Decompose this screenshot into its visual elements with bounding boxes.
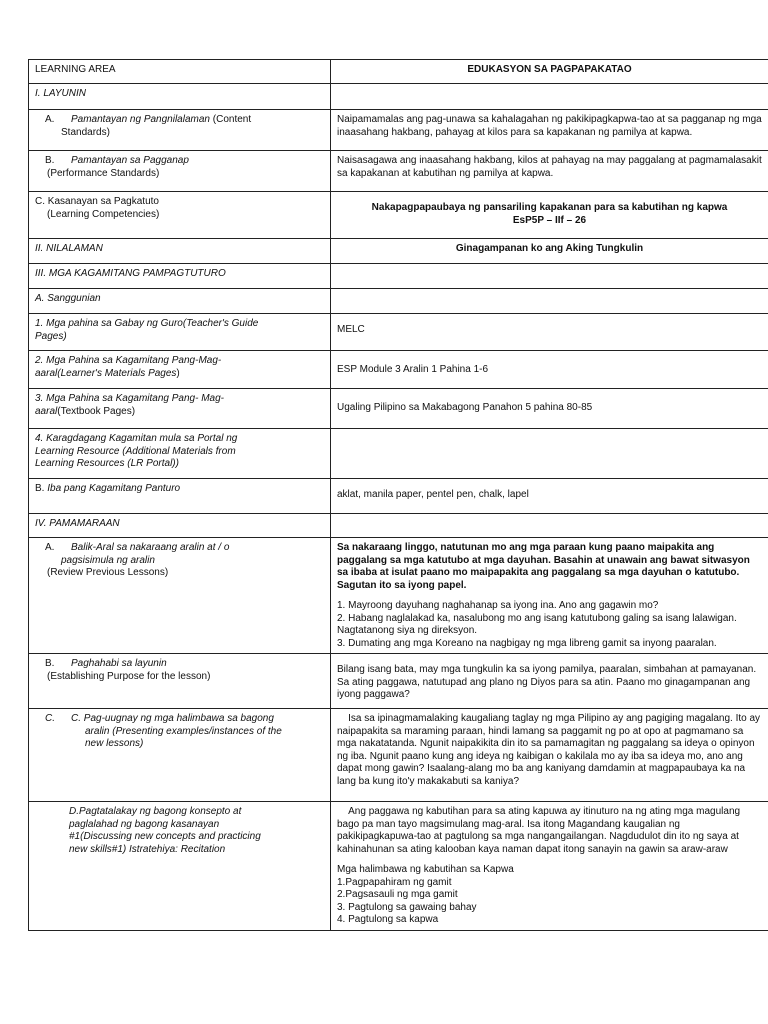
row-pagtatalakay <box>29 802 768 931</box>
pag-uugnay-letter: C. <box>45 713 55 724</box>
lesson-plan-table <box>28 59 768 931</box>
row-lr-portal <box>29 429 768 479</box>
textbook-pages-tail: (Textbook Pages) <box>57 405 136 417</box>
guro-pages-value: MELC <box>331 314 768 351</box>
pagtatalakay-item-2: 2.Pagsasauli ng mga gamit <box>337 889 458 900</box>
competencies-value-line1: Nakapagpapaubaya ng pansariling kapakanan para sa kabutihan ng kapwa <box>371 202 728 213</box>
pagtatalakay-label <box>29 802 331 931</box>
pagtatalakay-item-3: 3. Pagtulong sa gawaing bahay <box>337 901 477 913</box>
row-content-standards <box>29 110 768 151</box>
lr-portal-value <box>331 429 768 479</box>
iba-pang-label <box>29 479 331 514</box>
performance-standards-text: Naisasagawa ang inaasahang hakbang, kilos at pahayag na may paggalang at pagmamalasakit sa kapakanan at kabutihan ng pamilya at kapwa. <box>337 155 762 179</box>
nilalaman-text: II. NILALAMAN <box>35 243 103 254</box>
performance-standards-line1 <box>35 155 324 168</box>
balik-aral-letter: A. <box>45 542 55 553</box>
content-standards-text: Naipamamalas ang pag-unawa sa kahalagahan ng pakikipagkapwa-tao at sa pagganap ng mga inaasahang hakbang, pahayag at kilos para sa kapakanan ng pamilya at kapwa. <box>337 114 762 138</box>
row-paghahabi <box>29 654 768 709</box>
row-textbook-pages <box>29 389 768 429</box>
pagtatalakay-item-4: 4. Pagtulong sa kapwa <box>337 914 439 925</box>
competencies-line1: C. Kasanayan sa Pagkatuto <box>35 196 159 207</box>
balik-aral-intro: Sa nakaraang linggo, natutunan mo ang mga paraan kung paano maipakita ang paggalang sa mga katutubo at mga dayuhan. Basahin at unawain ang bawat sitwasyon sa ibaba at isulat paano mo maipapakita ang paggalang sa mga dayuhan o katutubo. Sagutan ito sa iyong papel. <box>337 542 750 591</box>
learner-pages-line1: 2. Mga Pahina sa Kagamitang Pang-Mag- <box>35 355 222 366</box>
row-guro-pages <box>29 314 768 351</box>
row-kagamitan <box>29 264 768 289</box>
balik-aral-line1 <box>35 542 324 555</box>
textbook-pages-value: Ugaling Pilipino sa Makabagong Panahon 5 pahina 80-85 <box>331 389 768 429</box>
paghahabi-line1 <box>35 658 324 671</box>
content-standards-letter: A. <box>45 114 55 125</box>
learner-pages-tail: ) <box>176 367 180 379</box>
row-learner-pages <box>29 351 768 389</box>
row-sanggunian <box>29 289 768 314</box>
nilalaman-label <box>29 239 331 264</box>
kagamitan-text: III. MGA KAGAMITANG PAMPAGTUTURO <box>35 268 226 279</box>
sanggunian-text: A. Sanggunian <box>35 293 101 304</box>
performance-standards-letter: B. <box>45 155 55 166</box>
paghahabi-line2: (Establishing Purpose for the lesson) <box>47 670 211 682</box>
balik-aral-label <box>29 538 331 654</box>
balik-aral-line1-text: Balik-Aral sa nakaraang aralin at / o <box>71 542 230 553</box>
kagamitan-value <box>331 264 768 289</box>
competencies-line2: (Learning Competencies) <box>47 208 160 220</box>
balik-aral-line3: (Review Previous Lessons) <box>47 567 169 578</box>
competencies-label <box>29 192 331 239</box>
pagtatalakay-line4: new skills#1) Istratehiya: Recitation <box>69 843 226 855</box>
balik-aral-item-2: 2. Habang naglalakad ka, nasalubong mo ang isang katutubong galing sa isang lalawigan. Nagtatanong siya ng direksyon. <box>337 612 737 636</box>
balik-aral-value <box>331 538 768 654</box>
content-standards-italic: Pamantayan ng Pangnilalaman <box>71 114 210 125</box>
learning-area-label: LEARNING AREA <box>29 60 331 84</box>
row-pag-uugnay <box>29 709 768 802</box>
iba-pang-italic: Iba pang Kagamitang Panturo <box>47 483 181 494</box>
learner-pages-line2: aaral(Learner's Materials Pages <box>35 367 177 379</box>
row-learning-area <box>29 60 768 84</box>
content-standards-tail: (Content <box>209 114 252 125</box>
balik-aral-item-3: 3. Dumating ang mga Koreano na nagbigay ng mga libreng gamit sa inyong paaralan. <box>337 637 717 649</box>
iba-pang-prefix: B. <box>35 483 48 494</box>
content-standards-line2: Standards) <box>61 126 110 138</box>
row-pamamaraan <box>29 514 768 538</box>
balik-aral-item-1: 1. Mayroong dayuhang naghahanap sa iyong ina. Ano ang gagawin mo? <box>337 600 659 611</box>
pag-uugnay-value: Isa sa ipinagmamalaking kaugaliang taglay ng mga Pilipino ay ang pagiging magalang. Ito ay naipapakita sa maraming paraan, hindi lamang sa paggamit ng po at opo at pagmamano sa mga nakatatanda. Ngunit naipakikita din ito sa pamamagitan ng paggalang sa ideya o opinyon ng iba. Ngunit paano kung ang ideya ng kaibigan o kakilala mo ay iba sa ideya mo, ano ang dapat mong gawin? Isaalang-alang mo ba ang kaniyang damdamin at magpapaubaya ka na lang ba kung ito'y makakabuti sa kaniya? <box>331 709 768 802</box>
paghahabi-value: Bilang isang bata, may mga tungkulin ka sa iyong pamilya, paaralan, simbahan at pamayanan. Sa ating paggawa, natutupad ang plano ng Diyos para sa atin. Paano mo ginagampanan ang iyong paggawa? <box>331 654 768 709</box>
pag-uugnay-label <box>29 709 331 802</box>
iba-pang-value: aklat, manila paper, pentel pen, chalk, lapel <box>331 479 768 514</box>
pagtatalakay-line3: #1(Discussing new concepts and practicing <box>69 831 261 842</box>
paghahabi-line1-text: Paghahabi sa layunin <box>71 658 167 669</box>
pag-uugnay-line2: aralin (Presenting examples/instances of the <box>85 725 282 737</box>
content-standards-label <box>29 110 331 151</box>
layunin-label <box>29 84 331 110</box>
row-nilalaman <box>29 239 768 264</box>
row-layunin <box>29 84 768 110</box>
row-performance-standards <box>29 151 768 192</box>
textbook-pages-label <box>29 389 331 429</box>
lr-portal-line2: Learning Resource (Additional Materials from <box>35 445 236 457</box>
pagtatalakay-list-title: Mga halimbawa ng kabutihan sa Kapwa <box>337 864 514 875</box>
content-standards-value <box>331 110 768 151</box>
sanggunian-label <box>29 289 331 314</box>
performance-standards-italic: sa Pagganap <box>127 155 189 166</box>
pagtatalakay-line1: D.Pagtatalakay ng bagong konsepto at <box>69 806 242 817</box>
guro-pages-label <box>29 314 331 351</box>
pag-uugnay-line1 <box>35 713 324 726</box>
paghahabi-letter: B. <box>45 658 55 669</box>
textbook-pages-line2: aaral <box>35 405 58 417</box>
learning-area-value: EDUKASYON SA PAGPAPAKATAO <box>331 60 768 84</box>
pag-uugnay-line3: new lessons) <box>85 738 144 749</box>
lr-portal-line3: Learning Resources (LR Portal)) <box>35 458 179 469</box>
layunin-value <box>331 84 768 110</box>
pagtatalakay-line2: paglalahad ng bagong kasanayan <box>69 818 220 830</box>
performance-standards-normal: Pamantayan <box>71 155 128 166</box>
lesson-plan-page <box>28 59 763 931</box>
pagtatalakay-item-1: 1.Pagpapahiram ng gamit <box>337 876 452 888</box>
nilalaman-value: Ginagampanan ko ang Aking Tungkulin <box>331 239 768 264</box>
row-competencies <box>29 192 768 239</box>
kagamitan-label <box>29 264 331 289</box>
performance-standards-value <box>331 151 768 192</box>
pagtatalakay-paragraph: Ang paggawa ng kabutihan para sa ating kapuwa ay itinuturo na ng ating mga magulang bago pa man tayo magsimulang mag-aral. Isa itong Magandang kaugalian ng pakikipagkapuwa-tao at pagtulong sa mga nangangailangan. Nagdudulot din ito ng saya at kahinahunan sa ating kalooban kaya naman dapat itong sanayin na gawin sa araw-araw <box>337 806 743 855</box>
performance-standards-line2: (Performance Standards) <box>47 167 160 179</box>
pagtatalakay-value <box>331 802 768 931</box>
textbook-pages-line1: 3. Mga Pahina sa Kagamitang Pang- Mag- <box>35 393 224 404</box>
pamamaraan-label <box>29 514 331 538</box>
row-iba-pang <box>29 479 768 514</box>
guro-pages-line2: Pages) <box>35 330 67 342</box>
sanggunian-value <box>331 289 768 314</box>
lr-portal-line1: 4. Karagdagang Kagamitan mula sa Portal ng <box>35 433 238 444</box>
pamamaraan-text: IV. PAMAMARAAN <box>35 518 120 529</box>
layunin-text: I. LAYUNIN <box>35 88 86 99</box>
paghahabi-label <box>29 654 331 709</box>
pamamaraan-value <box>331 514 768 538</box>
pag-uugnay-line1-text: C. Pag-uugnay ng mga halimbawa sa bagong <box>71 713 274 724</box>
competencies-code: EsP5P – IIf – 26 <box>512 214 587 226</box>
learner-pages-label <box>29 351 331 389</box>
content-standards-line1 <box>35 114 324 127</box>
performance-standards-label <box>29 151 331 192</box>
competencies-value <box>331 192 768 239</box>
row-balik-aral <box>29 538 768 654</box>
lr-portal-label <box>29 429 331 479</box>
balik-aral-line2: pagsisimula ng aralin <box>61 554 155 566</box>
learner-pages-value: ESP Module 3 Aralin 1 Pahina 1-6 <box>331 351 768 389</box>
guro-pages-line1: 1. Mga pahina sa Gabay ng Guro(Teacher's Guide <box>35 318 259 329</box>
